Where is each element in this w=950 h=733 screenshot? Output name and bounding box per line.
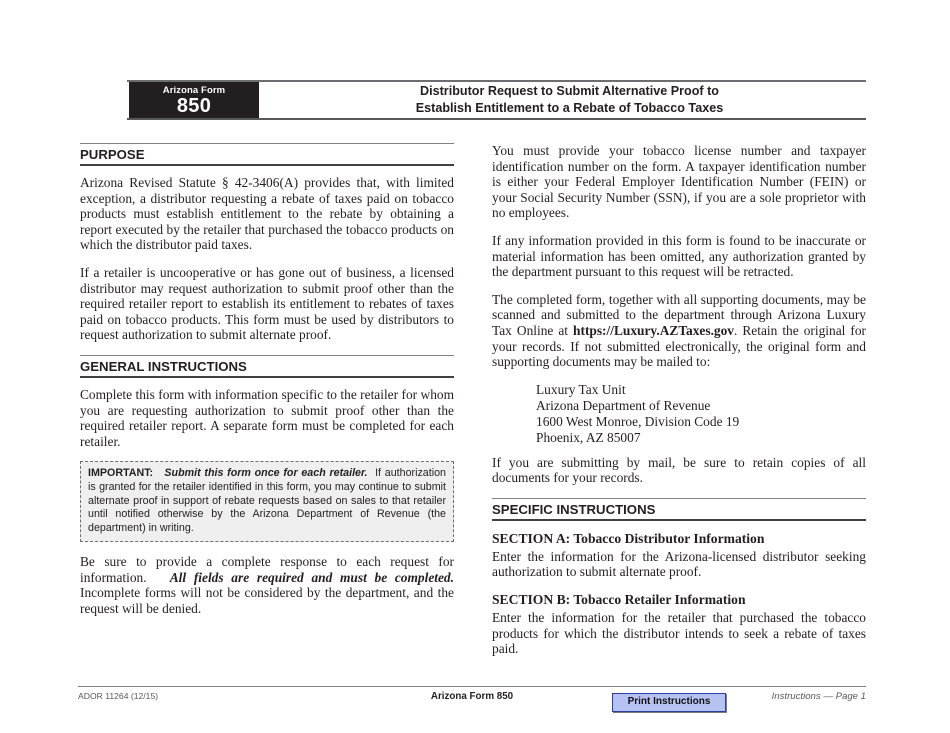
footer-form-name: Arizona Form 850 [430, 691, 514, 702]
section-b-heading: SECTION B: Tobacco Retailer Information [492, 591, 746, 607]
luxury-tax-online-url: https://Luxury.AZTaxes.gov [573, 322, 735, 338]
header-rule-bottom [127, 118, 866, 120]
footer-page-label: Instructions — Page 1 [771, 691, 866, 702]
form-header [127, 80, 866, 120]
right-paragraph-4: If you are submitting by mail, be sure to retain copies of all documents for your records. [492, 454, 866, 486]
print-instructions-button[interactable]: Print Instructions [612, 693, 726, 712]
right-column [492, 143, 866, 657]
submission-text-part-a: The completed form, together with all supporting documents, may be scanned and submitted to the department through Arizona Luxury Tax Online at [492, 291, 866, 338]
section-heading-purpose: PURPOSE [80, 143, 454, 166]
footer-form-code: ADOR 11264 (12/15) [78, 691, 159, 701]
right-paragraph-3 [492, 292, 866, 370]
submission-text-part-b: . Retain the original for your records. If not submitted electronically, the original form and supporting documents may be mailed to: [492, 322, 866, 370]
address-line-2: Arizona Department of Revenue [536, 397, 711, 413]
form-title-line-2: Establish Entitlement to a Rebate of Tobacco Taxes [415, 101, 724, 115]
purpose-paragraph-2: If a retailer is uncooperative or has gone out of business, a licensed distributor may request authorization to submit proof other than the required retailer report to establish its entitlement to rebates of taxes paid on tobacco products. This form must be used by distributors to request authorization to submit alternate proof. [80, 264, 454, 343]
right-paragraph-2: If any information provided in this form is found to be inaccurate or material information has been omitted, any authorization granted by the department pursuant to this request will be retracted. [492, 232, 866, 280]
page-footer [78, 686, 866, 727]
section-a-heading: SECTION A: Tobacco Distributor Information [492, 530, 765, 546]
section-a-body: Enter the information for the Arizona-licensed distributor seeking authorization to submit alternate proof. [492, 548, 866, 580]
form-title-line-1: Distributor Request to Submit Alternative Proof to [420, 84, 719, 98]
general-p2-part-a: Be sure to provide a complete response to each request for information. [80, 554, 454, 585]
important-callout-body: If authorization is granted for the retailer identified in this form, you may continue to submit alternate proof in support of rebate requests based on sales to that retailer until notified otherwise by the Arizona Department of Revenue (the department) in writing. [88, 467, 446, 534]
section-heading-specific-instructions: SPECIFIC INSTRUCTIONS [492, 498, 866, 521]
form-number-badge [129, 82, 259, 118]
right-paragraph-1: You must provide your tobacco license number and taxpayer identification number on the form. A taxpayer identification number is either your Federal Employer Identification Number (FEIN) or your Social Security Number (SSN), if you are a sole proprietor with no employees. [492, 143, 866, 221]
purpose-paragraph-1: Arizona Revised Statute § 42-3406(A) provides that, with limited exception, a distributor requesting a rebate of taxes paid on tobacco products must establish entitlement to the rebate by obtaining a report executed by the retailer that purchased the tobacco products on which the distributor paid taxes. [80, 175, 454, 253]
general-instructions-paragraph-1: Complete this form with information specific to the retailer for whom you are requesting authorization to submit proof other than the required retailer report. A separate form must be completed for each retailer. [80, 386, 454, 449]
form-kicker: Arizona Form [162, 85, 226, 96]
important-callout [80, 461, 454, 542]
general-p2-part-b: Incomplete forms will not be considered by the department, and the request will be denied. [80, 585, 454, 617]
left-column [80, 143, 454, 617]
important-callout-label: IMPORTANT: [88, 467, 154, 480]
address-line-3: 1600 West Monroe, Division Code 19 [536, 414, 740, 430]
important-callout-emphasis: Submit this form once for each retailer. [164, 467, 368, 480]
general-instructions-paragraph-2 [80, 554, 454, 616]
address-line-1: Luxury Tax Unit [536, 381, 626, 397]
form-number: 850 [176, 95, 212, 117]
section-heading-general-instructions: GENERAL INSTRUCTIONS [80, 355, 454, 378]
address-line-4: Phoenix, AZ 85007 [536, 430, 641, 446]
form-title [277, 83, 862, 117]
mailing-address [492, 382, 866, 447]
general-p2-emphasis: All fields are required and must be completed. [169, 569, 454, 585]
section-b-body: Enter the information for the retailer that purchased the tobacco products for which the distributor intends to seek a rebate of taxes paid. [492, 609, 866, 657]
